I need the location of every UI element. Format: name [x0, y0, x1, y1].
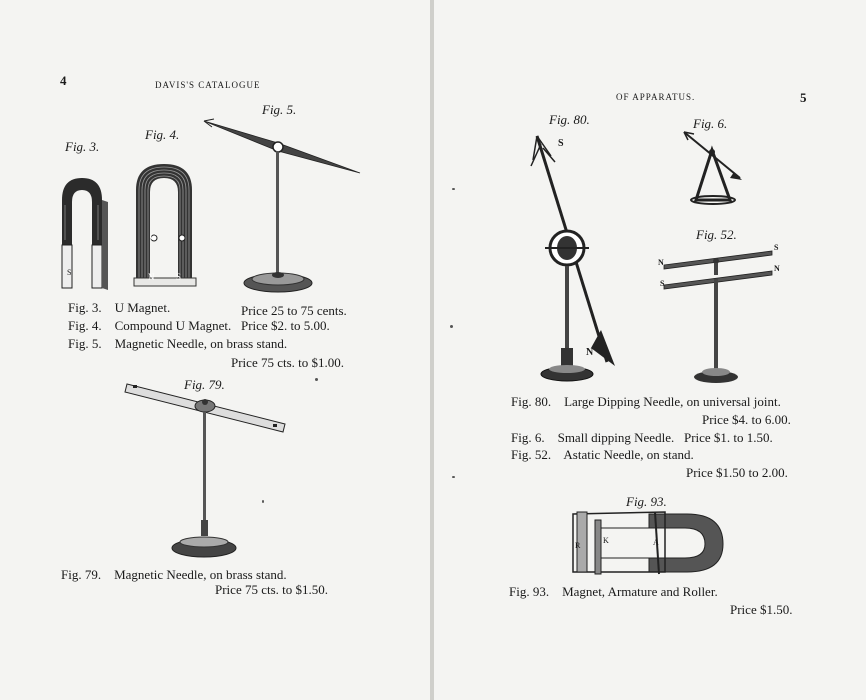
- magnet-letter: S: [176, 272, 182, 282]
- caption-price: Price $1.50.: [730, 602, 793, 617]
- caption: [68, 336, 287, 352]
- figure-label: Fig. 4.: [145, 127, 180, 142]
- magnet-letter: N: [148, 272, 155, 282]
- left-page: [0, 0, 430, 700]
- figure-label: Fig. 3.: [65, 139, 100, 154]
- figure-label: Fig. 6.: [693, 116, 728, 131]
- running-head: DAVIS'S CATALOGUE: [155, 80, 261, 90]
- caption-fig: Fig. 79.: [61, 567, 102, 582]
- figure-label: Fig. 5.: [262, 102, 297, 117]
- ink-speck: [315, 378, 318, 381]
- magnet-armature-roller-icon: [569, 508, 729, 578]
- caption-fig: Fig. 93.: [509, 584, 550, 599]
- pole-mark: N: [586, 347, 594, 358]
- caption-price: Price $1.50 to 2.00.: [686, 465, 788, 480]
- figure-label: Fig. 52.: [696, 227, 737, 242]
- caption: [68, 300, 170, 316]
- pole-mark: N: [774, 264, 780, 273]
- figure-label: Fig. 80.: [549, 112, 590, 127]
- caption: [61, 567, 287, 583]
- caption-price: Price 75 cts. to $1.50.: [215, 582, 329, 597]
- magnet-letter: S: [67, 268, 72, 277]
- caption-fig: Fig. 3.: [68, 300, 102, 315]
- pole-mark: N: [658, 258, 664, 267]
- caption-price: Price 75 cts. to $1.00.: [231, 355, 345, 370]
- caption-price: Price $4. to 6.00.: [702, 412, 791, 427]
- ink-speck: [450, 325, 453, 328]
- part-mark: K: [603, 536, 609, 545]
- caption-text: Astatic Needle, on stand.: [563, 447, 694, 462]
- caption-text: U Magnet.: [114, 300, 171, 315]
- caption-fig: Fig. 5.: [68, 336, 102, 351]
- figure-label: Fig. 79.: [184, 377, 225, 392]
- magnetic-needle-brass-stand-icon: [125, 380, 290, 562]
- caption: [68, 318, 330, 334]
- u-magnet-icon: [52, 170, 112, 295]
- part-mark: A: [653, 538, 659, 547]
- magnetic-needle-stand-icon: [200, 115, 365, 300]
- caption: [511, 394, 781, 410]
- caption-text: Compound U Magnet.: [114, 318, 232, 333]
- page-number: 4: [60, 73, 67, 88]
- caption-fig: Fig. 52.: [511, 447, 552, 462]
- pole-mark: S: [660, 279, 665, 288]
- caption: [511, 430, 773, 446]
- caption-text: Small dipping Needle.: [557, 430, 675, 445]
- caption-price: Price $2. to 5.00.: [240, 318, 330, 333]
- compound-u-magnet-icon: [130, 160, 200, 290]
- caption-text: Magnetic Needle, on brass stand.: [114, 567, 287, 582]
- caption-text: Magnetic Needle, on brass stand.: [114, 336, 288, 351]
- caption-price: Price $1. to 1.50.: [683, 430, 773, 445]
- astatic-needle-icon: [662, 243, 792, 388]
- right-page: [434, 0, 866, 700]
- ink-speck: [452, 188, 455, 190]
- caption-price: Price 25 to 75 cents.: [241, 303, 347, 318]
- small-dipping-needle-icon: [682, 130, 744, 206]
- caption-fig: Fig. 80.: [511, 394, 552, 409]
- caption-text: Large Dipping Needle, on universal joint.: [564, 394, 781, 409]
- caption: [509, 584, 718, 600]
- page-number: 5: [800, 90, 807, 105]
- caption: [511, 447, 694, 463]
- pole-mark: S: [774, 243, 779, 252]
- running-head: OF APPARATUS.: [616, 92, 696, 102]
- pole-mark: S: [558, 138, 564, 149]
- ink-speck: [262, 500, 264, 503]
- ink-speck: [452, 476, 455, 478]
- part-mark: R: [575, 541, 581, 550]
- magnet-letter: C: [150, 232, 157, 242]
- large-dipping-needle-icon: [529, 130, 619, 390]
- figure-label: Fig. 93.: [626, 494, 667, 509]
- caption-fig: Fig. 4.: [68, 318, 102, 333]
- caption-fig: Fig. 6.: [511, 430, 545, 445]
- caption-text: Magnet, Armature and Roller.: [562, 584, 718, 599]
